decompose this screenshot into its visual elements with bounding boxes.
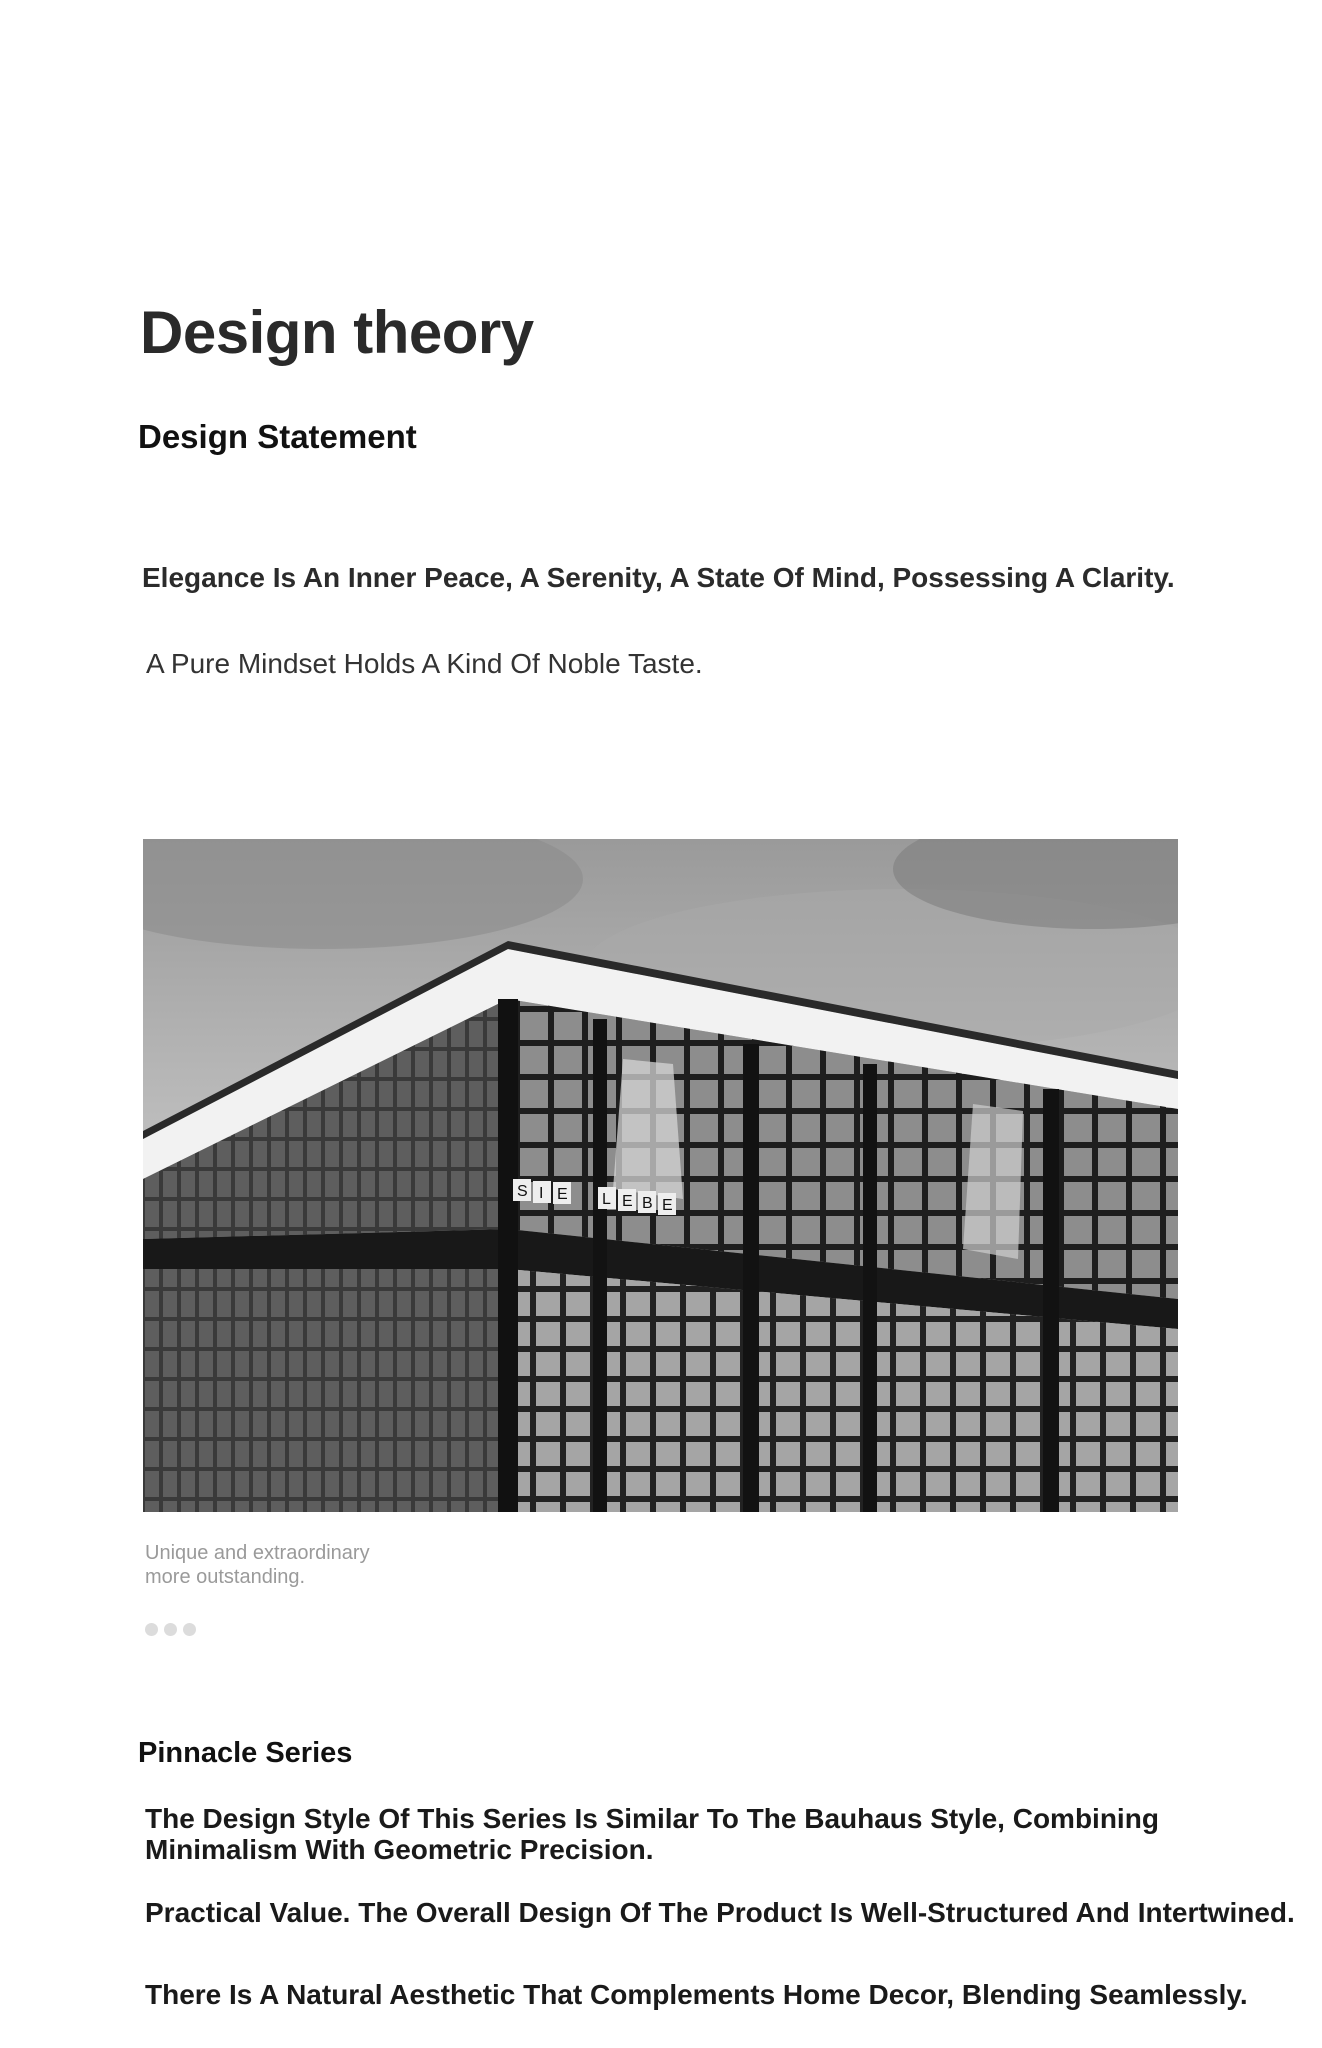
pinnacle-series-heading: Pinnacle Series: [138, 1737, 353, 1769]
sign-letter: E: [557, 1186, 568, 1203]
sign-letter: E: [662, 1197, 673, 1214]
series-paragraph: The Design Style Of This Series Is Similar To The Bauhaus Style, Combining Minimalism With Geometric Precision.: [145, 1803, 1159, 1865]
carousel-dots[interactable]: [145, 1623, 196, 1636]
statement-subline: A Pure Mindset Holds A Kind Of Noble Taste.: [146, 648, 703, 679]
carousel-dot[interactable]: [183, 1623, 196, 1636]
image-caption: [145, 1541, 370, 1589]
series-paragraph: There Is A Natural Aesthetic That Complements Home Decor, Blending Seamlessly.: [145, 1979, 1248, 2010]
sign-letter: L: [602, 1191, 611, 1208]
carousel-dot[interactable]: [164, 1623, 177, 1636]
page-title: Design theory: [140, 299, 534, 366]
carousel-dot[interactable]: [145, 1623, 158, 1636]
caption-line: Unique and extraordinary: [145, 1542, 370, 1564]
sign-letter: E: [622, 1193, 633, 1210]
sign-letter: I: [539, 1185, 544, 1202]
caption-line: more outstanding.: [145, 1566, 306, 1588]
series-paragraph: Practical Value. The Overall Design Of The Product Is Well-Structured And Intertwined.: [145, 1897, 1295, 1928]
building-photo: [143, 839, 1178, 1512]
design-statement-heading: Design Statement: [138, 418, 417, 455]
sign-letter: S: [517, 1183, 528, 1200]
sign-letter: B: [642, 1195, 653, 1212]
statement-line: Elegance Is An Inner Peace, A Serenity, A State Of Mind, Possessing A Clarity.: [142, 562, 1175, 593]
